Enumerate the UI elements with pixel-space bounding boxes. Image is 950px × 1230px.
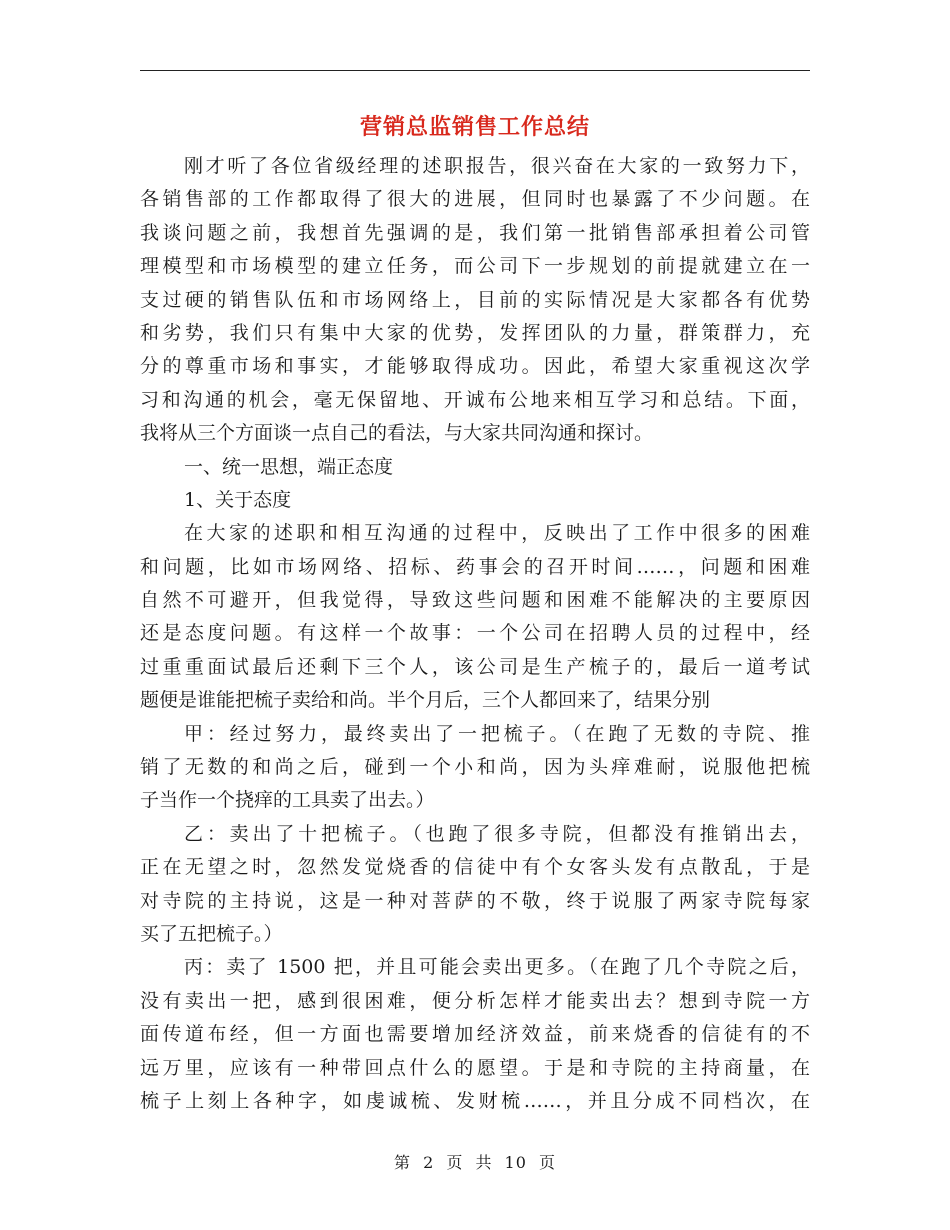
text-line: 我将从三个方面谈一点自己的看法，与大家共同沟通和探讨。 — [140, 422, 654, 445]
text-line: 自然不可避开，但我觉得，导致这些问题和困难不能解决的主要原因 — [140, 589, 810, 612]
text-line: 刚才听了各位省级经理的述职报告，很兴奋在大家的一致努力下， — [184, 155, 810, 177]
text-line: 各销售部的工作都取得了很大的进展，但同时也暴露了不少问题。在 — [140, 188, 810, 211]
text-line: 支过硬的销售队伍和市场网络上，目前的实际情况是大家都各有优势 — [140, 288, 810, 311]
text-line: 分的尊重市场和事实，才能够取得成功。因此，希望大家重视这次学 — [140, 355, 810, 378]
document-title: 营销总监销售工作总结 — [359, 115, 590, 140]
text-line: 子当作一个挠痒的工具卖了出去。） — [140, 789, 435, 812]
text-line: 和劣势，我们只有集中大家的优势，发挥团队的力量，群策群力，充 — [140, 321, 810, 344]
text-line: 过重重面试最后还剩下三个人，该公司是生产梳子的，最后一道考试 — [140, 655, 810, 678]
text-line: 乙：卖出了十把梳子。（也跑了很多寺院，但都没有推销出去， — [184, 822, 810, 845]
text-line: 我谈问题之前，我想首先强调的是，我们第一批销售部承担着公司管 — [140, 221, 810, 244]
header-rule — [140, 70, 810, 71]
text-line: 和问题，比如市场网络、招标、药事会的召开时间……，问题和困难 — [140, 555, 810, 578]
text-line: 没有卖出一把，感到很困难，便分析怎样才能卖出去？想到寺院一方 — [140, 989, 810, 1012]
text-line: 还是态度问题。有这样一个故事：一个公司在招聘人员的过程中，经 — [140, 622, 810, 645]
text-line: 面传道布经，但一方面也需要增加经济效益，前来烧香的信徒有的不 — [140, 1023, 810, 1046]
text-line: 甲：经过努力，最终卖出了一把梳子。（在跑了无数的寺院、推 — [184, 722, 810, 745]
text-line: 一、统一思想，端正态度 — [184, 455, 394, 478]
text-line: 远万里，应该有一种带回点什么的愿望。于是和寺院的主持商量，在 — [140, 1056, 810, 1079]
document-body — [140, 150, 810, 1118]
text-line: 习和沟通的机会，毫无保留地、开诚布公地来相互学习和总结。下面， — [140, 388, 810, 411]
text-line: 丙：卖了 1500 把，并且可能会卖出更多。（在跑了几个寺院之后， — [184, 956, 810, 979]
text-line: 销了无数的和尚之后，碰到一个小和尚，因为头痒难耐，说服他把梳 — [140, 756, 810, 779]
page-footer: 第 2 页 共 10 页 — [394, 1153, 556, 1172]
text-line: 题便是谁能把梳子卖给和尚。半个月后，三个人都回来了，结果分别 — [140, 689, 711, 712]
text-line: 在大家的述职和相互沟通的过程中，反映出了工作中很多的困难 — [184, 522, 810, 545]
text-line: 1、关于态度 — [184, 488, 292, 511]
text-line: 正在无望之时，忽然发觉烧香的信徒中有个女客头发有点散乱，于是 — [140, 856, 810, 879]
text-line: 对寺院的主持说，这是一种对菩萨的不敬，终于说服了两家寺院每家 — [140, 889, 810, 912]
text-line: 梳子上刻上各种字，如虔诚梳、发财梳……，并且分成不同档次，在 — [140, 1089, 810, 1112]
text-line: 买了五把梳子。） — [140, 922, 283, 945]
text-line: 理模型和市场模型的建立任务，而公司下一步规划的前提就建立在一 — [140, 255, 810, 278]
